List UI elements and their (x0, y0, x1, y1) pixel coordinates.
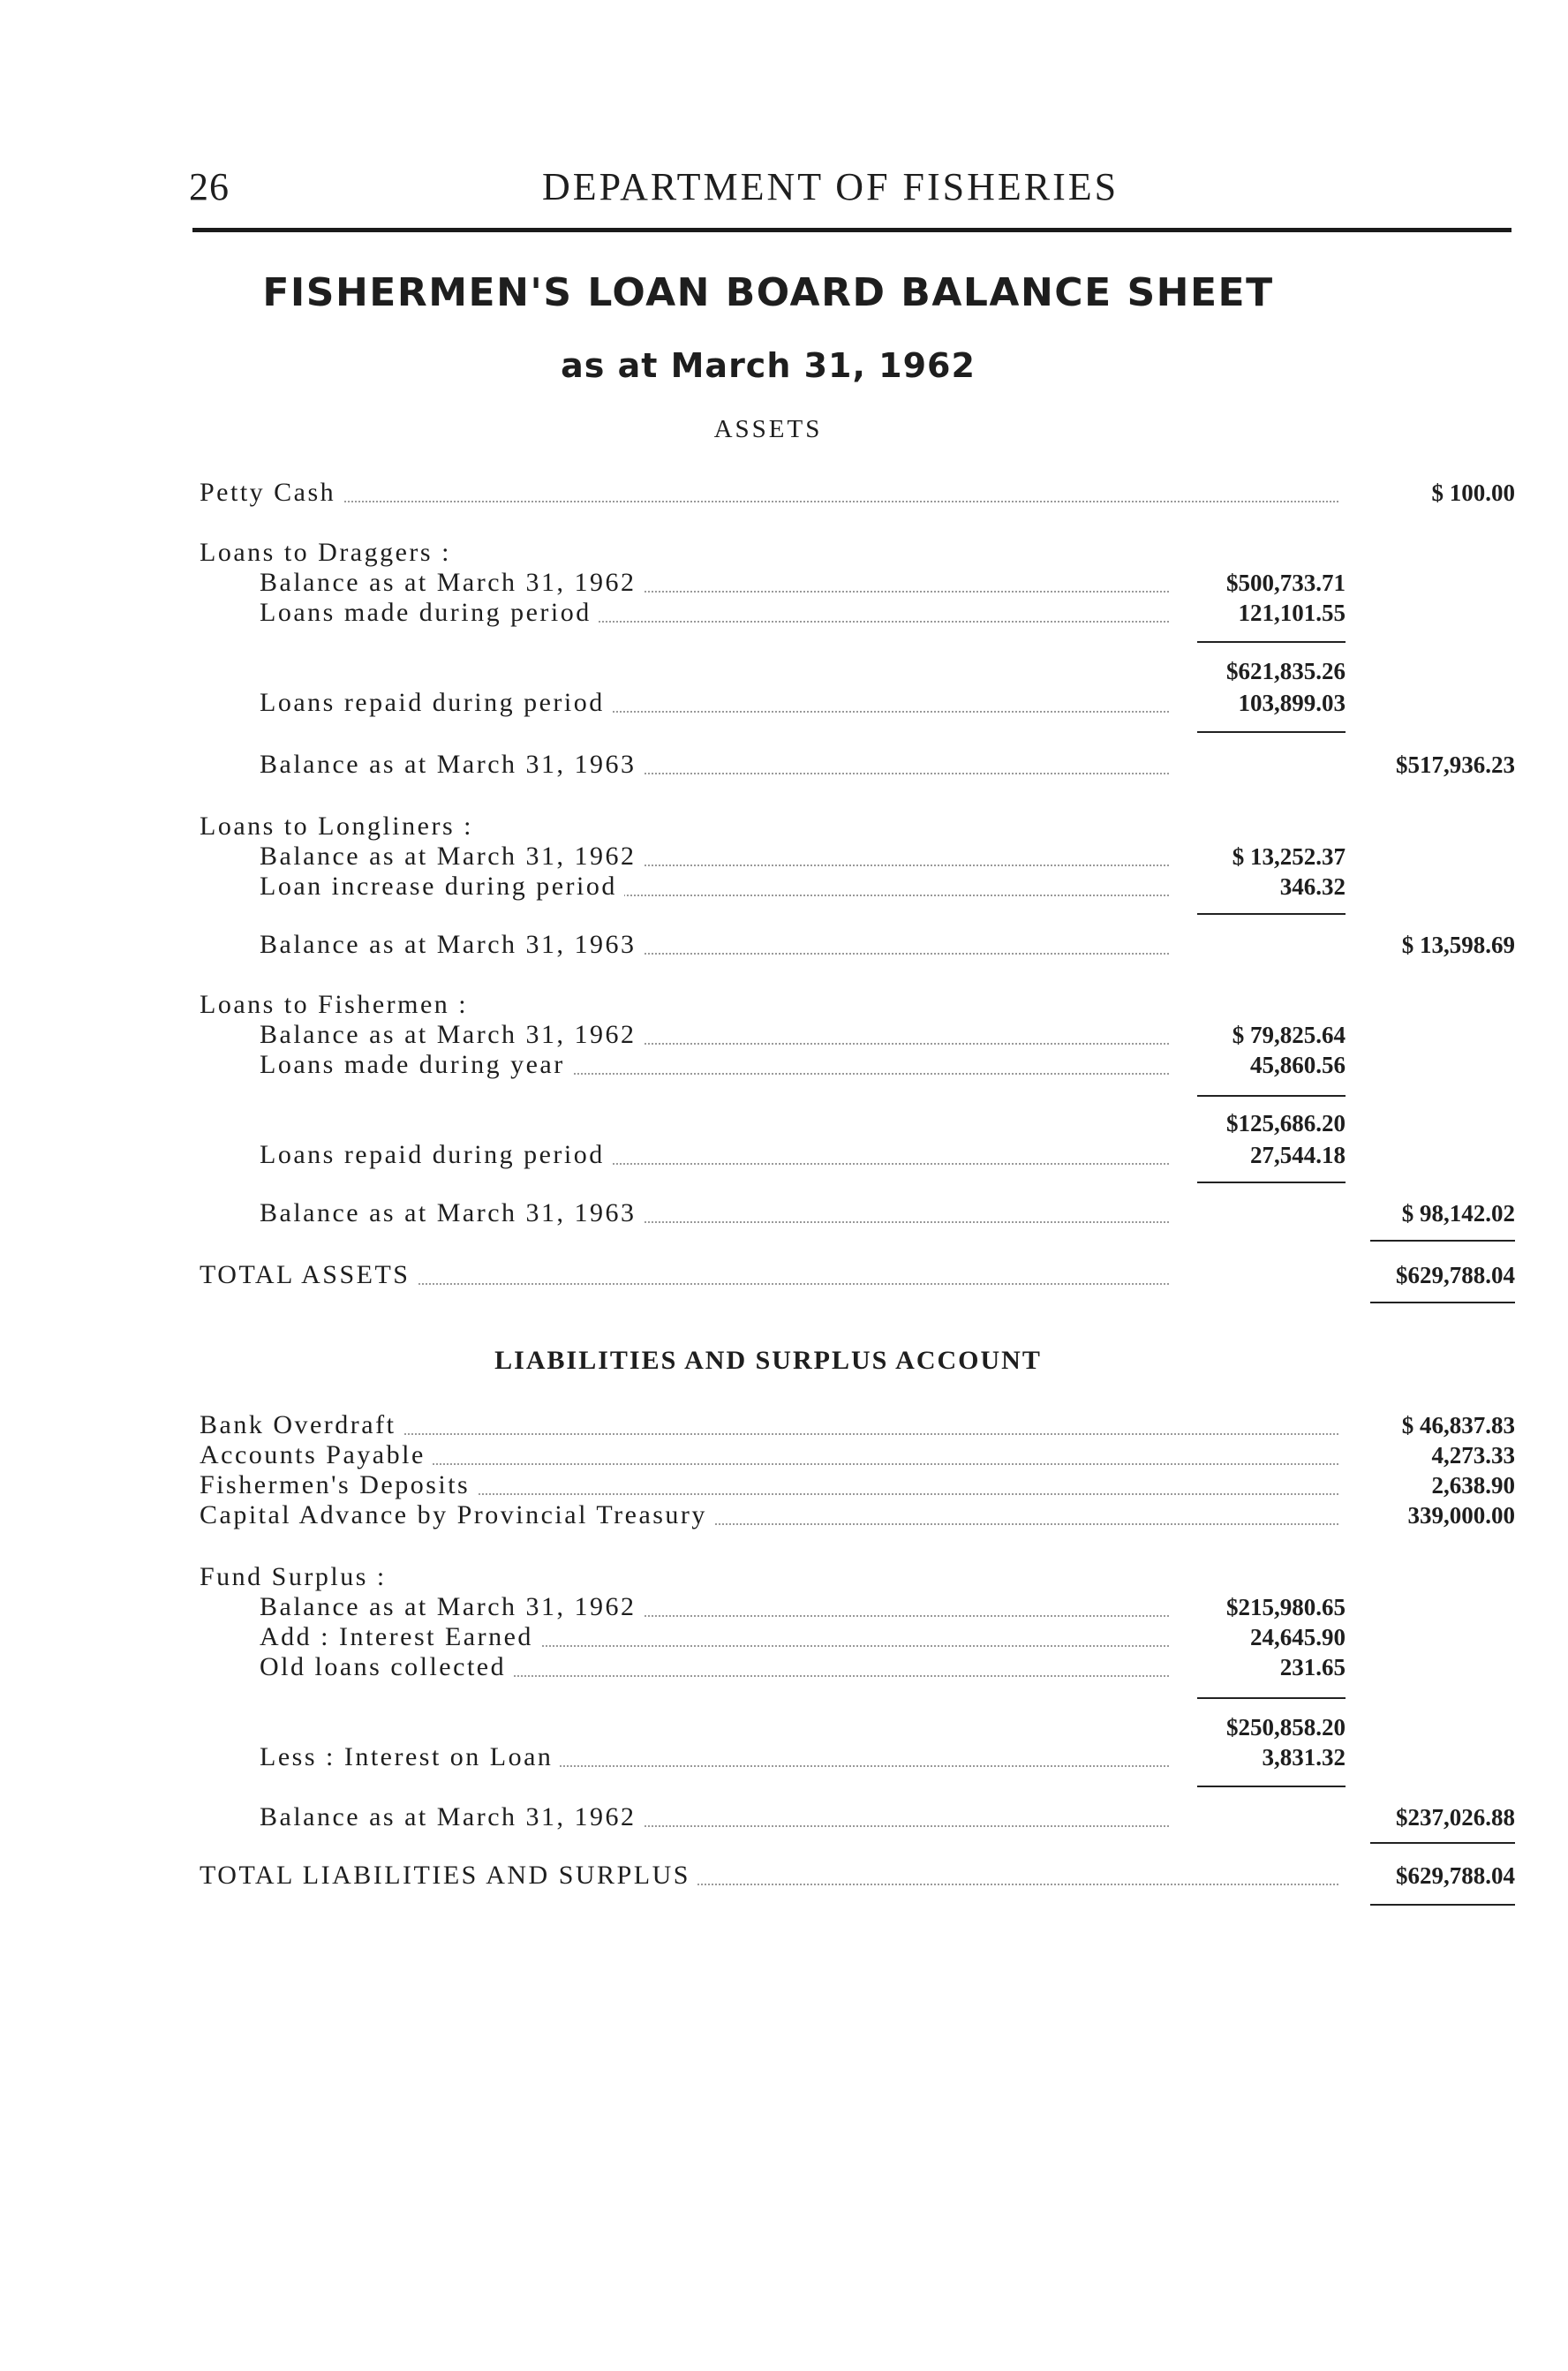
surplus-balance-final-amount: $237,026.88 (1396, 1804, 1515, 1831)
interest-earned-amount: 24,645.90 (1250, 1624, 1346, 1650)
total-liabilities-label: TOTAL LIABILITIES AND SURPLUS (200, 1860, 697, 1892)
balance-rule (1197, 913, 1346, 915)
bank-overdraft-row (200, 1409, 1347, 1441)
total-liabilities-amount: $629,788.04 (1396, 1862, 1515, 1889)
page-number: 26 (189, 165, 230, 208)
surplus-balance-1962-row (260, 1591, 1169, 1623)
fishermen-repaid-amount: 27,544.18 (1250, 1142, 1346, 1168)
bank-overdraft-label: Bank Overdraft (200, 1409, 403, 1441)
leader-dots (200, 501, 1338, 502)
longliners-balance-1962-row (260, 841, 1169, 872)
less-interest-label: Less : Interest on Loan (260, 1741, 560, 1773)
total-rule (1370, 1842, 1515, 1844)
fishermen-heading: Loans to Fishermen : (200, 990, 469, 1019)
petty-cash-row (200, 477, 1347, 509)
capital-advance-amount: 339,000.00 (1407, 1502, 1515, 1529)
draggers-balance-1963-row (260, 749, 1169, 781)
total-assets-label: TOTAL ASSETS (200, 1259, 417, 1291)
longliners-balance-1962-label: Balance as at March 31, 1962 (260, 841, 644, 872)
longliners-increase-amount: 346.32 (1279, 873, 1346, 900)
fishermen-loans-made-amount: 45,860.56 (1250, 1052, 1346, 1078)
draggers-balance-1963-label: Balance as at March 31, 1963 (260, 749, 644, 781)
fishermen-loans-made-row (260, 1049, 1169, 1081)
petty-cash-amount: $ 100.00 (1431, 479, 1515, 506)
draggers-repaid-row (260, 687, 1169, 719)
surplus-subtotal: $250,858.20 (1226, 1714, 1346, 1740)
longliners-increase-row (260, 871, 1169, 902)
total-assets-row (200, 1259, 1169, 1291)
longliners-balance-1962-amount: $ 13,252.37 (1232, 843, 1346, 870)
draggers-loans-made-amount: 121,101.55 (1238, 600, 1346, 626)
fishermen-repaid-row (260, 1139, 1169, 1171)
longliners-balance-1963-row (260, 929, 1169, 961)
subtotal-rule (1197, 1697, 1346, 1699)
balance-rule (1197, 1786, 1346, 1787)
fishermen-balance-1962-amount: $ 79,825.64 (1232, 1022, 1346, 1048)
total-assets-amount: $629,788.04 (1396, 1262, 1515, 1288)
less-interest-row (260, 1741, 1169, 1773)
draggers-balance-1962-row (260, 567, 1169, 599)
balance-rule (1197, 731, 1346, 733)
draggers-heading: Loans to Draggers : (200, 538, 451, 567)
total-liabilities-row (200, 1860, 1347, 1892)
bank-overdraft-amount: $ 46,837.83 (1401, 1412, 1515, 1438)
document-title: FISHERMEN'S LOAN BOARD BALANCE SHEET (262, 270, 1274, 315)
subtotal-rule (1197, 1095, 1346, 1097)
fund-surplus-heading: Fund Surplus : (200, 1562, 387, 1591)
surplus-balance-1962-amount: $215,980.65 (1226, 1594, 1346, 1620)
header-rule (192, 228, 1511, 232)
draggers-loans-made-label: Loans made during period (260, 597, 599, 629)
accounts-payable-row (200, 1439, 1347, 1471)
draggers-repaid-amount: 103,899.03 (1238, 690, 1346, 716)
draggers-balance-1962-amount: $500,733.71 (1226, 570, 1346, 596)
longliners-increase-label: Loan increase during period (260, 871, 624, 902)
surplus-balance-1962-label: Balance as at March 31, 1962 (260, 1591, 644, 1623)
balance-rule (1197, 1182, 1346, 1183)
fishermen-repaid-label: Loans repaid during period (260, 1139, 612, 1171)
total-rule (1370, 1240, 1515, 1242)
draggers-balance-1962-label: Balance as at March 31, 1962 (260, 567, 644, 599)
fishermens-deposits-row (200, 1469, 1347, 1501)
fishermen-balance-1962-row (260, 1019, 1169, 1051)
old-loans-row (260, 1651, 1169, 1683)
draggers-repaid-label: Loans repaid during period (260, 687, 612, 719)
longliners-balance-1963-label: Balance as at March 31, 1963 (260, 929, 644, 961)
petty-cash-label: Petty Cash (200, 477, 343, 509)
fishermen-balance-1962-label: Balance as at March 31, 1962 (260, 1019, 644, 1051)
accounts-payable-label: Accounts Payable (200, 1439, 433, 1471)
interest-earned-row (260, 1621, 1169, 1653)
longliners-balance-1963-amount: $ 13,598.69 (1401, 932, 1515, 958)
subtotal-rule (1197, 641, 1346, 643)
draggers-loans-made-row (260, 597, 1169, 629)
document-subtitle: as at March 31, 1962 (561, 346, 976, 385)
draggers-balance-1963-amount: $517,936.23 (1396, 751, 1515, 778)
fishermen-balance-1963-amount: $ 98,142.02 (1401, 1200, 1515, 1227)
surplus-balance-final-label: Balance as at March 31, 1962 (260, 1801, 644, 1833)
assets-heading: ASSETS (713, 415, 823, 443)
capital-advance-label: Capital Advance by Provincial Treasury (200, 1499, 714, 1531)
total-underline (1370, 1302, 1515, 1303)
total-underline (1370, 1904, 1515, 1906)
draggers-subtotal: $621,835.26 (1226, 658, 1346, 684)
longliners-heading: Loans to Longliners : (200, 812, 473, 841)
fishermen-loans-made-label: Loans made during year (260, 1049, 572, 1081)
fishermen-balance-1963-label: Balance as at March 31, 1963 (260, 1197, 644, 1229)
interest-earned-label: Add : Interest Earned (260, 1621, 540, 1653)
fishermen-subtotal: $125,686.20 (1226, 1110, 1346, 1136)
liabilities-heading: LIABILITIES AND SURPLUS ACCOUNT (494, 1346, 1042, 1375)
running-head: DEPARTMENT OF FISHERIES (542, 165, 1119, 208)
old-loans-label: Old loans collected (260, 1651, 513, 1683)
old-loans-amount: 231.65 (1279, 1654, 1346, 1680)
less-interest-amount: 3,831.32 (1262, 1744, 1346, 1771)
surplus-balance-final-row (260, 1801, 1169, 1833)
fishermens-deposits-amount: 2,638.90 (1431, 1472, 1515, 1499)
accounts-payable-amount: 4,273.33 (1431, 1442, 1515, 1469)
fishermens-deposits-label: Fishermen's Deposits (200, 1469, 477, 1501)
fishermen-balance-1963-row (260, 1197, 1169, 1229)
capital-advance-row (200, 1499, 1347, 1531)
